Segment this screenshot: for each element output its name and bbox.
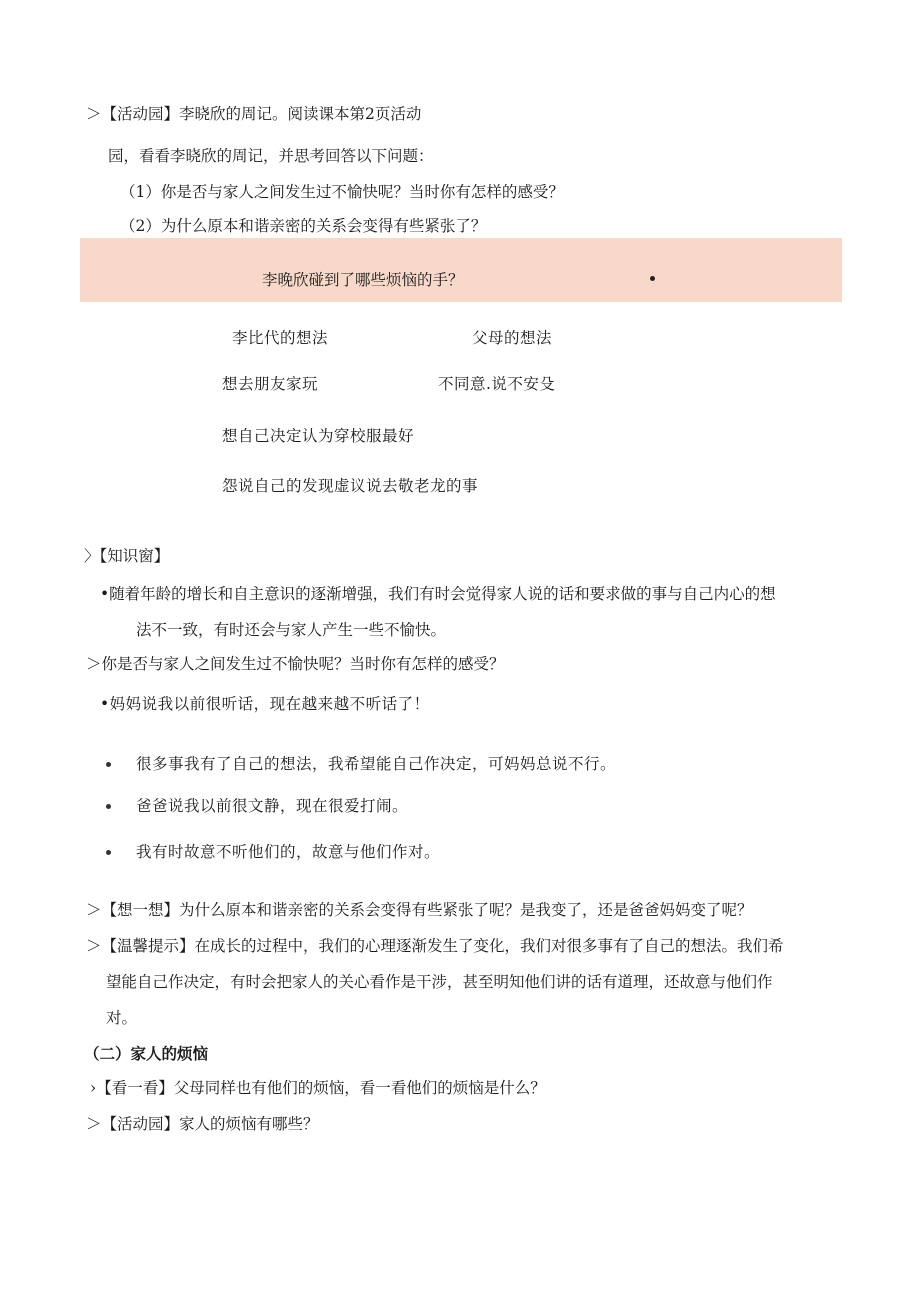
parent-thoughts-header: 父母的想法 <box>472 329 553 347</box>
parent-thought-1: 不同意.说不安殳 <box>438 375 556 393</box>
knowledge-bullet-continued: 法不一致，有时还会与家人产生一些不愉快。 <box>136 621 447 639</box>
answer-1: •妈妈说我以前很听话，现在越来越不听话了！ <box>100 695 430 713</box>
answer-2: 很多事我有了自己的想法，我希望能自己作决定，可妈妈总说不行。 <box>136 755 617 773</box>
banner-bullet-dot <box>650 276 655 281</box>
knowledge-bullet: •随着年龄的增长和自主意识的逐渐增强，我们有时会觉得家人说的话和要求做的事与自己内心的想 <box>100 585 776 603</box>
child-thought-2: 想自己决定认为穿校服最好 <box>222 427 415 445</box>
activity-intro-line2: 园，看看李晓欣的周记，并思考回答以下问题： <box>108 147 434 165</box>
answer-3: 爸爸说我以前很文静，现在很爱打闹。 <box>136 797 409 815</box>
answer-2-bullet <box>106 762 111 767</box>
activity-intro-line1: ＞【活动园】李晓欣的周记。阅读课本第2页活动 <box>86 105 422 123</box>
tip-line-1: ＞【温馨提示】在成长的过程中，我们的心理逐渐发生了变化，我们对很多事有了自己的想法。我们希 <box>86 937 784 955</box>
family-activity-prompt: ＞【活动园】家人的烦恼有哪些？ <box>86 1115 319 1133</box>
question-2: （2）为什么原本和谐亲密的关系会变得有些紧张了？ <box>120 217 487 235</box>
question-1: （1）你是否与家人之间发生过不愉快呢？当时你有怎样的感受？ <box>120 183 564 201</box>
think-prompt: ＞【想一想】为什么原本和谐亲密的关系会变得有些紧张了呢？是我变了，还是爸爸妈妈变了呢？ <box>86 901 753 919</box>
child-thought-3: 怨说自己的发现虚议说去敬老龙的事 <box>222 477 479 495</box>
child-thoughts-header: 李比代的想法 <box>232 329 329 347</box>
tip-line-3: 对。 <box>106 1009 138 1027</box>
answer-3-bullet <box>106 804 111 809</box>
tip-line-2: 望能自己作决定，有时会把家人的关心看作是干涉，甚至明知他们讲的话有道理，还故意与他们作 <box>106 973 773 991</box>
answer-4: 我有时故意不听他们的，故意与他们作对。 <box>136 843 441 861</box>
answer-4-bullet <box>106 850 111 855</box>
banner-title: 李晚欣碰到了哪些烦恼的手？ <box>262 271 464 289</box>
child-thought-1: 想去朋友家玩 <box>222 375 319 393</box>
knowledge-window-heading: 〉【知识窗】 <box>84 547 170 565</box>
feelings-question: ＞你是否与家人之间发生过不愉快呢？当时你有怎样的感受？ <box>86 655 505 673</box>
section-2-heading: （二）家人的烦恼 <box>84 1045 209 1063</box>
look-prompt: ›【看一看】父母同样也有他们的烦恼，看一看他们的烦恼是什么？ <box>90 1079 546 1097</box>
